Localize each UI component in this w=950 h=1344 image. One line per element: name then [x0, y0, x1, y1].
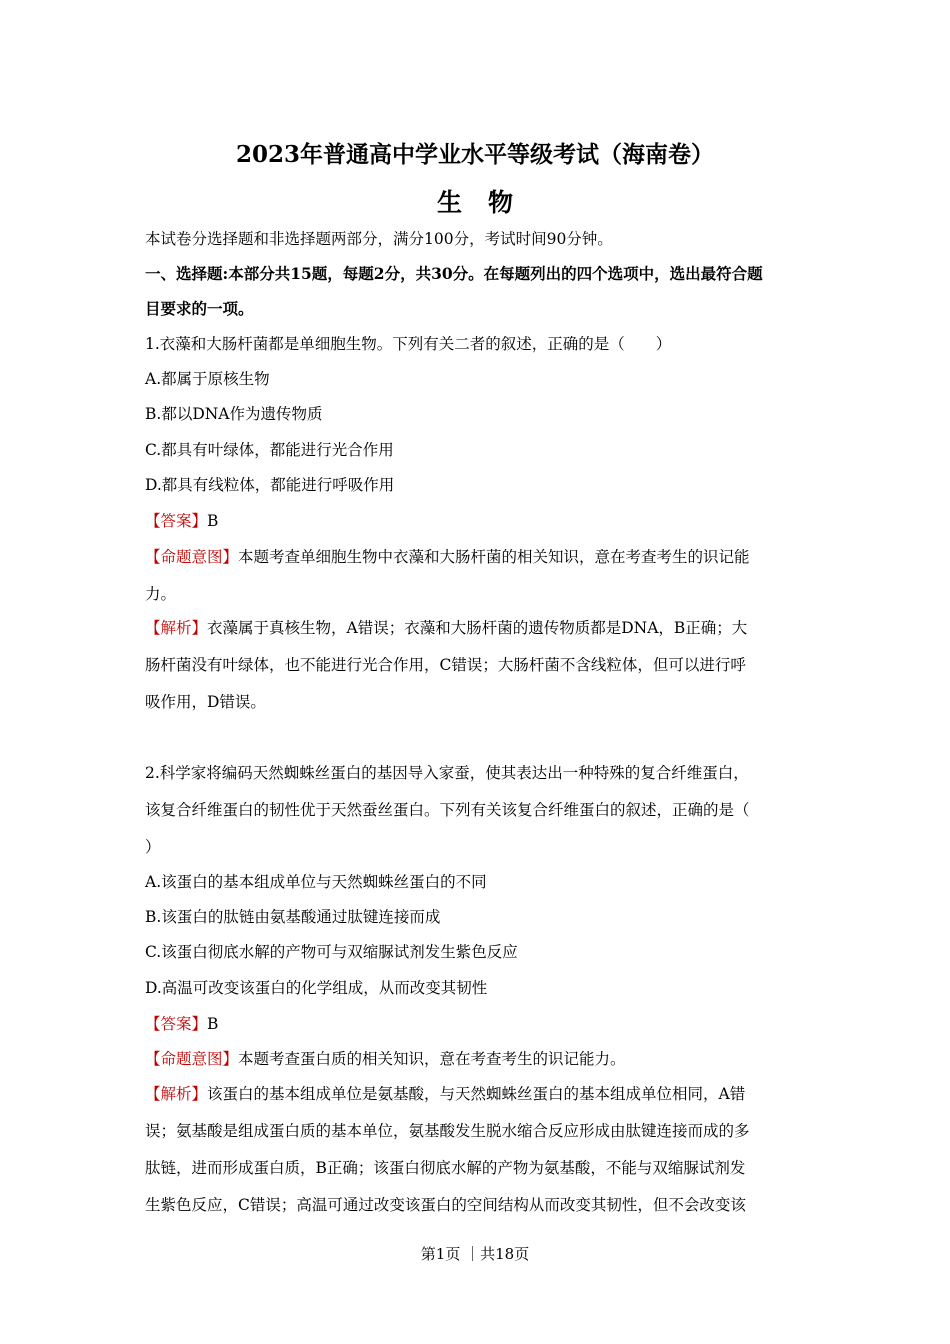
q2-option-b: B.该蛋白的肽链由氨基酸通过肽键连接而成 [145, 908, 441, 926]
q1-intent-cont: 力。 [145, 585, 177, 603]
intro-text: 本试卷分选择题和非选择题两部分，满分100分，考试时间90分钟。 [145, 230, 613, 248]
q1-answer-value: B [207, 512, 219, 530]
q1-option-d: D.都具有线粒体，都能进行呼吸作用 [145, 476, 395, 494]
q2-analysis-cont3: 生紫色反应，C错误；高温可通过改变该蛋白的空间结构从而改变其韧性，但不会改变该 [145, 1196, 746, 1214]
q2-answer-label: 【答案】 [145, 1015, 208, 1033]
q1-analysis-cont2: 吸作用，D错误。 [145, 693, 266, 711]
q2-option-c: C.该蛋白彻底水解的产物可与双缩脲试剂发生紫色反应 [145, 943, 518, 961]
q1-analysis-cont1: 肠杆菌没有叶绿体，也不能进行光合作用，C错误；大肠杆菌不含线粒体，但可以进行呼 [145, 656, 746, 674]
q1-answer [145, 510, 805, 532]
q1-stem: 1.衣藻和大肠杆菌都是单细胞生物。下列有关二者的叙述，正确的是（ ） [145, 335, 672, 353]
q1-option-c: C.都具有叶绿体，都能进行光合作用 [145, 441, 394, 459]
q1-option-b: B.都以DNA作为遗传物质 [145, 405, 323, 423]
q2-stem-line2: 该复合纤维蛋白的韧性优于天然蚕丝蛋白。下列有关该复合纤维蛋白的叙述，正确的是（ [145, 801, 750, 819]
section-heading-line2: 目要求的一项。 [145, 299, 254, 318]
section-heading-line1: 一、选择题:本部分共15题，每题2分，共30分。在每题列出的四个选项中，选出最符合题 [145, 264, 763, 283]
q1-analysis-text: 衣藻属于真核生物，A错误；衣藻和大肠杆菌的遗传物质都是DNA，B正确；大 [207, 619, 748, 637]
q1-intent-label: 【命题意图】 [145, 548, 239, 566]
q2-analysis [145, 1083, 805, 1105]
q1-intent [145, 546, 805, 568]
q2-intent [145, 1048, 805, 1070]
q1-option-a: A.都属于原核生物 [145, 370, 270, 388]
q2-analysis-cont1: 误；氨基酸是组成蛋白质的基本单位，氨基酸发生脱水缩合反应形成由肽键连接而成的多 [145, 1122, 750, 1140]
q2-option-d: D.高温可改变该蛋白的化学组成，从而改变其韧性 [145, 979, 488, 997]
q2-analysis-label: 【解析】 [145, 1085, 208, 1103]
q2-answer [145, 1013, 805, 1035]
q1-analysis [145, 617, 805, 639]
q1-intent-text: 本题考查单细胞生物中衣藻和大肠杆菌的相关知识，意在考查考生的识记能 [238, 548, 750, 566]
q1-answer-label: 【答案】 [145, 512, 208, 530]
q1-analysis-label: 【解析】 [145, 619, 208, 637]
q2-answer-value: B [207, 1015, 219, 1033]
q2-intent-label: 【命题意图】 [145, 1050, 239, 1068]
q2-stem-line1: 2.科学家将编码天然蜘蛛丝蛋白的基因导入家蚕，使其表达出一种特殊的复合纤维蛋白， [145, 764, 749, 782]
q2-analysis-text: 该蛋白的基本组成单位是氨基酸，与天然蜘蛛丝蛋白的基本组成单位相同，A错 [207, 1085, 746, 1103]
q2-analysis-cont2: 肽链，进而形成蛋白质，B正确；该蛋白彻底水解的产物为氨基酸，不能与双缩脲试剂发 [145, 1159, 746, 1177]
subject-title: 生物 [436, 188, 539, 217]
exam-title: 2023年普通高中学业水平等级考试（海南卷） [235, 141, 714, 168]
q2-option-a: A.该蛋白的基本组成单位与天然蜘蛛丝蛋白的不同 [145, 873, 487, 891]
page-footer: 第1页 ｜共18页 [420, 1245, 530, 1263]
q2-stem-line3: ） [145, 838, 161, 856]
q2-intent-text: 本题考查蛋白质的相关知识，意在考查考生的识记能力。 [238, 1050, 626, 1068]
